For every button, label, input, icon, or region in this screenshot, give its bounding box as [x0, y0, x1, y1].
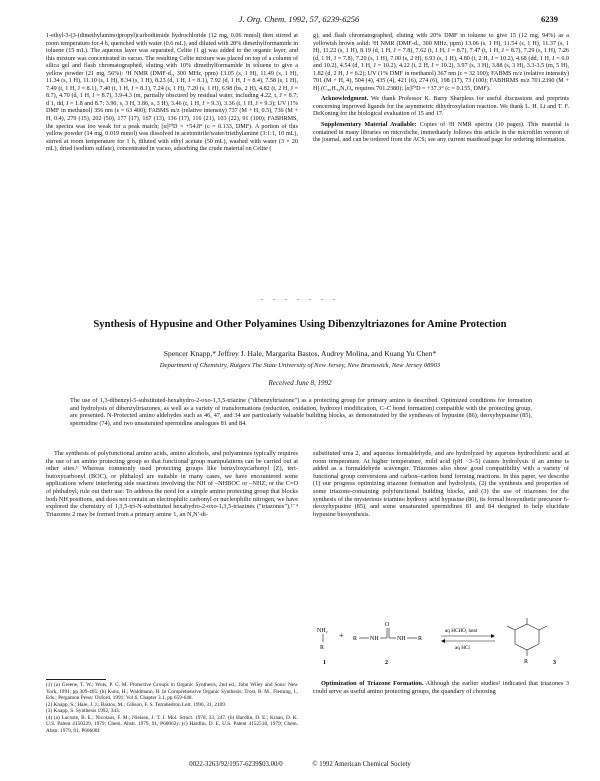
experimental-continuation-right — [313, 33, 569, 148]
scheme-label-3: 3 — [553, 660, 556, 666]
page-number: 6239 — [541, 14, 558, 24]
section-runin-heading: Optimization of Triazone Formation. — [321, 680, 424, 687]
footnote: (3) Knapp, S. Synthesis 1992, 343. — [46, 708, 121, 714]
scheme-r: R — [320, 645, 325, 651]
scheme-reagent-forward: aq HCHO, heat — [445, 628, 478, 634]
received-date: Received June 8, 1992 — [268, 379, 332, 387]
scheme-nh2: NH₂ — [317, 628, 328, 634]
running-header — [40, 14, 558, 26]
acknowledgment-label: Acknowledgment. — [321, 96, 369, 103]
scheme-arrowhead — [491, 634, 495, 638]
footnote-rule — [46, 679, 106, 680]
supplementary-material — [313, 122, 569, 145]
scheme-arrowhead — [441, 639, 445, 643]
journal-citation: J. Org. Chem. 1992, 57, 6239-6256 — [238, 14, 360, 24]
body-text-left — [46, 450, 298, 518]
scheme-r: R — [353, 636, 358, 642]
optimization-text: Although the earlier studies² indicated that triazones 3 could serve as useful amino protecting groups, the quandary of choosing — [313, 680, 569, 695]
article-title: Synthesis of Hypusine and Other Polyamines Using Dibenzyltriazones for Amine Protection — [93, 319, 507, 330]
scheme-reagent-reverse: aq HCl — [455, 645, 470, 651]
supplementary-label: Supplementary Material Available: — [321, 122, 417, 129]
scheme-r: R — [524, 659, 529, 665]
introduction-paragraph-right: substituted urea 2, and aqueous formaldehyde, and are hydrolyzed by aqueous hydrochloric acid at room temperature. At higher temperature, mild acid (pH ~3–5) causes hydrolysis if an amine is added as a formaldehyde scavenger. Triazones also show good compatibility with a variety of functional group conversions and carbon–carbon bond forming reactions. In this paper, we describe (1) our progress optimizing triazone formation and hydrolysis, (2) the synthesis and properties of some triazone-containing polyfunctional building blocks, and (3) the use of triazones for the synthesis of the mysterious triamino hydroxy acid hypusine (86), its formal biosynthetic precursor 6-deoxyhypusine (85), and some unsaturated spermidines 81 and 84 designed to help elucidate hypusine biosynthesis. — [313, 450, 569, 518]
experimental-paragraph: 1-ethyl-3-(3-(dimethylamino)propyl)carbodiimide hydrochloride (12 mg, 0.06 mmol) then stirred at room temperature for 4 h, quenched with water (0.6 mL), and diluted with 20% dimethylformamide in toluene (15 mL). The aqueous layer was separated, Celite (1 g) was added to the organic layer, and this mixture was concentrated in vacuo. The resulting Celite mixture was placed on top of a column of silica gel and flash chromatographed, eluting with 10% dimethylformamide in toluene to give a yellow powder (21 mg, 56%): ¹H NMR (DMF-d₇, 300 MHz, ppm) 13.05 (s, 1 H), 11.49 (s, 1 H), 11.34 (s, 1 H), 11.10 (s, 1 H), 8.34 (s, 1 H), 8.23 (d, 1 H, J = 8.1), 7.92 (d, 1 H, J = 8.4), 7.58 (s, 1 H), 7.49 (t, 1 H, J = 8.1), 7.40 (t, 1 H, J = 8.1), 7.24 (s, 1 H), 7.20 (s, 1 H), 6.98 (bs, 2 H), 4.82 (t, 2 H, J = 8.7), 4.70 (d, 1 H, J = 8.7), 3.9-4.3 (m, partially obscured by residual water, including 4.22, t, J = 8.7; d 1, dd, J = 1.8 and 8.7; 3.90, s, 3 H, 3.86, s, 3 H), 3.46 (t, 1 H, J = 9.3), 3.36 (t, 1 H, J = 9.3); UV (1% DMF in methanol) 356 nm (ε = 63 400); FABMS m/z (relative intensity) 737 (M + H, 0.5), 736 (M + H, 0.4), 279 (15), 202 (50), 177 (17), 167 (13), 136 (17), 116 (21), 103 (22), 91 (100); FABHRMS, the spectra was too weak for a peak match; [α]²⁰D = +54.8° (c = 0.133, DMF). A portion of this yellow powder (14 mg, 0.019 mmol) was dissolved in acetonitrile/water/triethylamine (3:1:1, 10 mL), stirred at room temperature for 1 h, diluted with ethyl acetate (50 mL), washed with water (3 × 20 mL), dried (sodium sulfate), concentrated in vacuo, adsorbing the crude material on Celite ( — [46, 33, 298, 153]
scheme-triazone-ring — [515, 624, 539, 650]
scheme-substituent — [539, 626, 547, 630]
experimental-continuation-left — [46, 33, 298, 157]
scheme-r: R — [418, 636, 423, 642]
body-text-right — [313, 450, 569, 518]
acknowledgment-text: We thank Professor K. Barry Sharpless for useful discussions and preprints concerning improved ligands for the asymmetric dihydroxylation reaction. We thank L. H. Li and T. F. DeKoning for the biological evaluation of 15 and 17. — [313, 96, 569, 118]
scheme-nh: NH — [370, 636, 379, 642]
scheme-plus: + — [339, 631, 344, 640]
scheme-nh: NH — [397, 636, 406, 642]
article-authors: Spencer Knapp,* Jeffrey J. Hale, Margarita Bastos, Audrey Molina, and Kuang Yu Chen* — [163, 349, 437, 358]
footnote: (2) Knapp, S.; Hale, J. J.; Bastos, M.; Gibson, F. S. Tetrahedron Lett. 1990, 31, 2109. — [46, 701, 227, 708]
page-footer — [0, 761, 600, 768]
author-affiliation: Department of Chemistry, Rutgers The State University of New Jersey, New Brunswick, New Jersey 08903 — [159, 362, 441, 369]
body-text-right-continued — [313, 680, 569, 695]
supplementary-text: Copies of ¹H NMR spectra (10 pages). This material is contained in many libraries on microfiche, immediately follows this article in the microfilm version of the journal, and can be ordered from the ACS; see any current masthead page for ordering information. — [313, 122, 569, 144]
scheme-label-1: 1 — [323, 660, 326, 666]
article-separator: . . . . . . . — [261, 293, 339, 302]
copyright-notice: © 1992 American Chemical Society — [312, 761, 411, 768]
scheme-o: O — [385, 622, 390, 628]
optimization-paragraph — [313, 680, 569, 695]
experimental-paragraph-right: g), and flash chromatographed, eluting with 20% DMF in toluene to give 15 (12 mg, 94%) as a yellowish brown solid: ¹H NMR (DMF-d₇, 300 MHz, ppm) 13.06 (s, 1 H), 11.54 (s, 1 H), 11.37 (s, 1 H), 11.22 (s, 1 H), 8.19 (d, 1 H, J = 7.8), 7.62 (t, 1 H, J = 8.7), 7.47 (t, 1 H, J = 8.7), 7.29 (s, 1 H), 7.26 (d, 1 H, J = 7.8), 7.20 (s, 1 H), 7.00 (s, 2 H), 6.93 (s, 1 H), 4.80 (t, 2 H, J = 10.2), 4.68 (dd, 1 H, J = 6.0 and 10.2), 4.54 (d, 1 H, J = 10.2), 4.22 (t, 2 H, J = 10.2), 3.97 (s, 3 H), 3.88 (s, 3 H), 3.3-3.5 (m, 5 H), 1.82 (d, 2 H, J = 6.2); UV (1% DMF in methanol) 367 nm (ε = 32 100); FABMS m/z (relative intensity) 701 (M + H, 4), 504 (4), 435 (4), 421 (6), 274 (6), 198 (17), 73 (100); FABHRMS m/z 701.2390 (M + H) (C₃₆H₃₃N₆O₈ requires 701.2380); [α]²⁰D = +37.3° (c = 0.155, DMF). — [313, 33, 569, 92]
footnote: (4) (a) Lacoste, B. E.; Nicolaus, F. M.; Nielsen, J. T. J. Mol. Struct. 1978, 33, 247. (b) Hardlin, D. E.; Kraan, D. K. U.S. Patent 4150229, 1979; Chem. Abstr. 1979, 91, P60062y. (c) Hardlin, D. E. U.S. Patent 4152518, 1979; Chem. Abstr. 1979, 91, P60608f. — [46, 714, 298, 734]
triazone-scheme — [313, 618, 569, 666]
footnotes — [46, 682, 298, 734]
scheme-label-2: 2 — [385, 660, 388, 666]
footnote: (1) (a) Greene, T. W.; Wuts, P. G. M. Protective Groups in Organic Synthesis, 2nd ed.; John Wiley and Sons: New York, 1991; pp 309-405. (b) Kunz, H.; Waldmann, H. In Comprehensive Organic Synthesis; Trost, B. M., Fleming, I., Eds.; Pergamon Press: Oxford, 1991; Vol 6, Chapter 3.1, pp 659-648. — [46, 682, 298, 701]
article-code: 0022-3263/92/1957-6239$03.00/0 — [189, 761, 283, 768]
acknowledgment — [313, 96, 569, 119]
introduction-paragraph: The synthesis of polyfunctional amino acids, amino alcohols, and polyamines typically requires the use of an amino protecting group so that functional group manipulations can be carried out at other sites.¹ Whereas commonly used protecting groups like benzyloxycarbonyl (Z), tert-butoxycarbonyl (BOC), or phthaloyl are suitable in many cases, we have encountered some applications where interfering side reactions involving the NH of –NHBOC or –NHZ, or the C=O of phthaloyl, rule out their use. To address the need for a simple amino protecting group that blocks both NH positions, and does not contain an electrophilic carbonyl or nucleophilic nitrogen, we have explored the chemistry of 1,3,5-tri-N-substituted hexahydro-2-oxo-1,3,5-triazines ("triazones"),²⁻⁴ Triazones 2 may be formed from a primary amine 1, an N,N'-di- — [46, 450, 298, 518]
abstract: The use of 1,3-dibenzyl-5-substituted-hexahydro-2-oxo-1,3,5-triazine ("dibenzyltriazone") as a protecting group for primary amino is described. Optimized conditions for formation and hydrolysis of dibenzyltriazones, as well as a variety of transformations (reduction, oxidation, hydroxyl modification, C–C bond formation) compatible with the protecting group, are presented. N-Protected amino aldehydes such as 46, 47, and 34 are particularly valuable building blocks, as demonstrated by the syntheses of hypusine (86), deoxyhypusine (85), spermidine (74), and two unsaturated spermidine analogues 81 and 84. — [70, 397, 532, 427]
scheme-substituent — [507, 626, 515, 630]
